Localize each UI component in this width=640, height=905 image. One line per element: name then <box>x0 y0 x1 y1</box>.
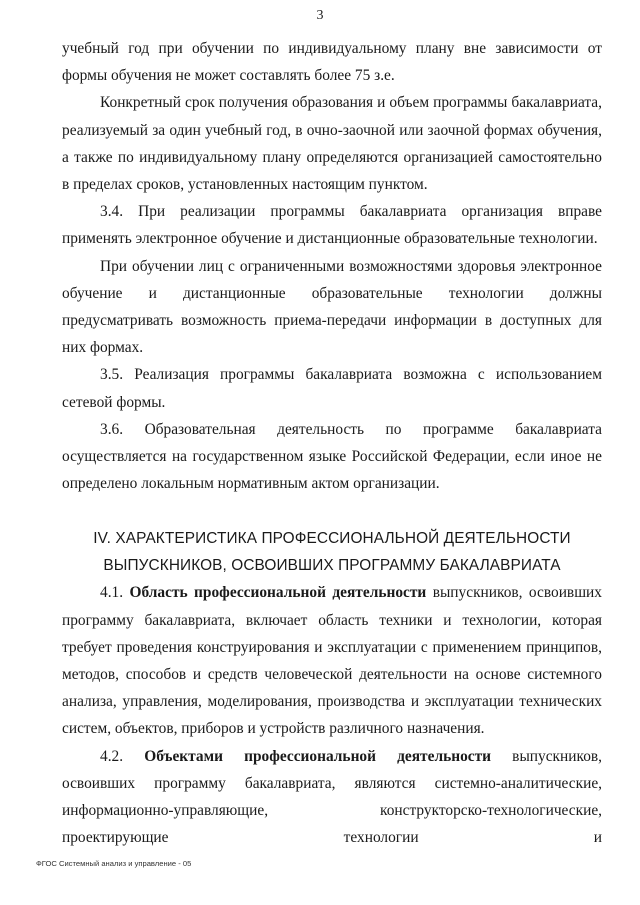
paragraph-3-4: 3.4. При реализации программы бакалавриата организация вправе применять электронное обучение и дистанционные образовательные технологии. <box>62 203 602 248</box>
paragraph-4-1 <box>62 579 602 742</box>
document-footer: ФГОС Системный анализ и управление - 05 <box>36 859 192 868</box>
document-body <box>62 35 602 851</box>
item-text-4-1: выпускников, освоивших программу бакалавриата, включает область техники и технологии, которая требует проведения конструирования и эксплуатации с применением принципов, методов, способов и средств человеческой деятельности на основе системного анализа, управления, моделирования, производства и эксплуатации технических систем, объектов, приборов и устройств различного назначения. <box>62 584 602 738</box>
term-activity-area: Область профессиональной деятельности <box>129 584 427 602</box>
item-number-4-2: 4.2. <box>100 747 124 765</box>
term-activity-objects: Объектами профессиональной деятельности <box>144 747 492 765</box>
paragraph-continuation: учебный год при обучении по индивидуальному плану вне зависимости от формы обучения не может составлять более 75 з.е. <box>62 40 602 85</box>
paragraph-study-duration: Конкретный срок получения образования и объем программы бакалавриата, реализуемый за один учебный год, в очно-заочной или заочной формах обучения, а также по индивидуальному плану определяются организацией самостоятельно в пределах сроков, установленных настоящим пунктом. <box>62 94 602 194</box>
paragraph-3-5: 3.5. Реализация программы бакалавриата возможна с использованием сетевой формы. <box>62 366 602 411</box>
section-heading-line-2: ВЫПУСКНИКОВ, ОСВОИВШИХ ПРОГРАММУ БАКАЛАВРИАТА <box>103 557 561 575</box>
paragraph-4-2 <box>62 743 602 852</box>
section-heading-line-1: IV. ХАРАКТЕРИСТИКА ПРОФЕССИОНАЛЬНОЙ ДЕЯТЕЛЬНОСТИ <box>93 530 571 548</box>
paragraph-disabilities: При обучении лиц с ограниченными возможностями здоровья электронное обучение и дистанционные образовательные технологии должны предусматривать возможность приема-передачи информации в доступных для них формах. <box>62 257 602 357</box>
paragraph-3-6: 3.6. Образовательная деятельность по программе бакалавриата осуществляется на государственном языке Российской Федерации, если иное не определено локальным нормативным актом организации. <box>62 420 602 493</box>
item-number-4-1: 4.1. <box>100 584 124 602</box>
item-text-4-2: выпускников, освоивших программу бакалавриата, являются системно-аналитические, информационно-управляющие, конструкторско-технологические, проектирующие технологии и <box>62 747 602 847</box>
section-heading <box>62 525 602 579</box>
page-number: 3 <box>316 8 324 23</box>
